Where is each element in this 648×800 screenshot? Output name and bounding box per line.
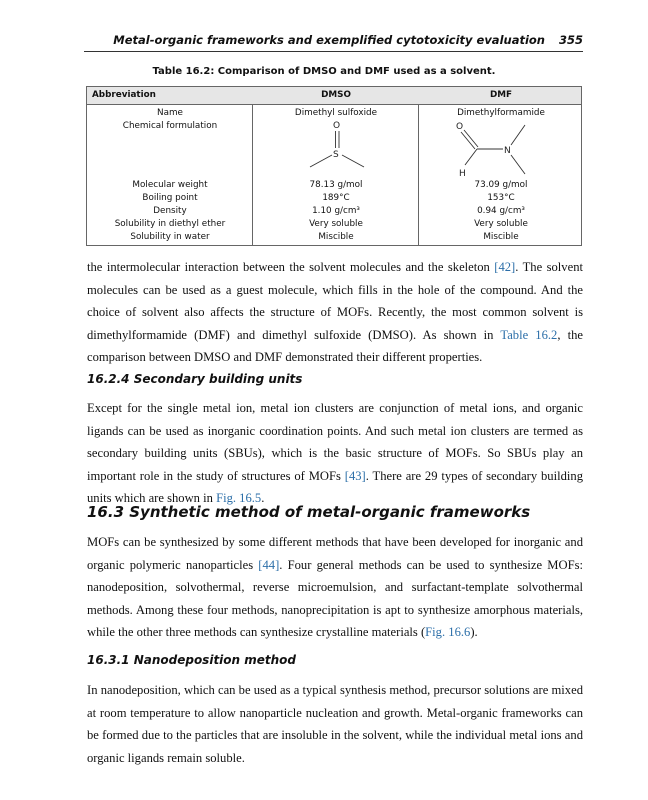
row-label-molecular-weight: Molecular weight bbox=[132, 180, 208, 190]
row-label-solubility-ether: Solubility in diethyl ether bbox=[114, 219, 226, 229]
paragraph-solvent bbox=[87, 256, 583, 369]
header-dmf: DMF bbox=[489, 90, 513, 100]
page-number: 355 bbox=[558, 33, 583, 47]
comparison-table bbox=[86, 86, 582, 246]
dmf-structure-diagram bbox=[455, 119, 545, 177]
dmso-structure-diagram bbox=[293, 119, 383, 175]
section-heading-16-3: 16.3 Synthetic method of metal-organic frameworks bbox=[87, 503, 531, 521]
citation-link-42[interactable]: [42] bbox=[494, 260, 516, 274]
dmso-solubility-water: Miscible bbox=[318, 232, 354, 242]
dmf-boiling-point: 153°C bbox=[487, 193, 515, 203]
section-heading-16-3-1: 16.3.1 Nanodeposition method bbox=[87, 653, 297, 667]
text-run: the intermolecular interaction between the solvent molecules and the skeleton bbox=[87, 260, 495, 274]
text-run: . Four general methods can be used to synthesize MOFs: nanodeposition, solvothermal, reverse microemulsion, and surfactant-template solvothermal methods. Among these four methods, nanoprecipitation is apt to synthesize amorphous materials, while the other three methods can synthesize crystalline materials ( bbox=[87, 557, 583, 640]
dmso-boiling-point: 189°C bbox=[322, 193, 350, 203]
running-head-title: Metal-organic frameworks and exemplified cytotoxicity evaluation bbox=[113, 33, 545, 47]
dmso-column-properties bbox=[253, 179, 419, 244]
dmso-name: Dimethyl sulfoxide bbox=[294, 108, 378, 118]
dmso-oxygen-atom: O bbox=[333, 121, 341, 131]
dmf-hydrogen-atom: H bbox=[459, 169, 466, 177]
dmf-solubility-water: Miscible bbox=[483, 232, 519, 242]
row-label-density: Density bbox=[153, 206, 187, 216]
header-abbreviation: Abbreviation bbox=[92, 90, 156, 100]
row-label-formulation: Chemical formulation bbox=[122, 121, 218, 131]
citation-link-44[interactable]: [44] bbox=[258, 557, 280, 572]
text-run: . bbox=[261, 491, 265, 506]
running-head bbox=[84, 31, 583, 52]
text-run: ). bbox=[470, 625, 478, 640]
label-column-top bbox=[87, 107, 253, 133]
section-heading-16-2-4: 16.2.4 Secondary building units bbox=[87, 372, 303, 386]
paragraph-nanodeposition: In nanodeposition, which can be used as a typical synthesis method, precursor solutions are mixed at room temperature to allow nanoparticle nucleation and growth. Metal-organic frameworks can be formed due to the particles that are insoluble in the solvent, while the individual metal ions and organic ligands remain soluble. bbox=[87, 683, 583, 765]
paragraph-sbu bbox=[87, 397, 583, 510]
figure-16-5-link[interactable]: Fig. 16.5 bbox=[216, 491, 262, 506]
dmf-nitrogen-atom: N bbox=[504, 146, 511, 156]
label-column-properties bbox=[87, 179, 253, 244]
text-run: MOFs can be synthesized by some different methods that have been developed for inorganic and organic polymeric nanoparticles bbox=[87, 535, 583, 572]
dmso-molecular-weight: 78.13 g/mol bbox=[309, 180, 363, 190]
dmso-solubility-ether: Very soluble bbox=[309, 219, 363, 229]
dmf-molecular-weight: 73.09 g/mol bbox=[474, 180, 528, 190]
dmf-column-properties bbox=[419, 179, 583, 244]
text-run: , the comparison between DMSO and DMF demonstrated their different properties. bbox=[87, 327, 584, 365]
dmf-solubility-ether: Very soluble bbox=[474, 219, 528, 229]
text-run: Except for the single metal ion, metal ion clusters are conjunction of metal ions, and organic ligands can be used as inorganic coordination points. And such metal ion clusters are termed as secondary building units (SBUs), which is the basic structure of MOFs. So SBUs play an important role in the study of structures of MOFs bbox=[87, 401, 583, 483]
text-run: . The solvent molecules can be used as a guest molecule, which fills in the hole of the compound. And the choice of solvent also affects the structure of MOFs. Recently, the most common solvent is dimethylformamide (DMF) and dimethyl sulfoxide (DMSO). As shown in bbox=[87, 260, 583, 342]
dmso-sulfur-atom: S bbox=[333, 150, 339, 160]
header-dmso: DMSO bbox=[321, 90, 351, 100]
figure-16-6-link[interactable]: Fig. 16.6 bbox=[425, 625, 471, 640]
row-label-solubility-water: Solubility in water bbox=[130, 232, 210, 242]
citation-link-43[interactable]: [43] bbox=[344, 468, 366, 483]
paragraph-synthesis bbox=[87, 531, 583, 644]
dmf-density: 0.94 g/cm³ bbox=[477, 206, 525, 216]
row-label-boiling-point: Boiling point bbox=[142, 193, 198, 203]
table-caption: Table 16.2: Comparison of DMSO and DMF used as a solvent. bbox=[152, 66, 496, 77]
dmso-density: 1.10 g/cm³ bbox=[312, 206, 360, 216]
table-header-row bbox=[87, 87, 581, 105]
row-label-name: Name bbox=[157, 108, 183, 118]
text-run: . There are 29 types of secondary building units which are shown in bbox=[87, 468, 583, 506]
dmf-oxygen-atom: O bbox=[456, 122, 464, 132]
dmf-name: Dimethylformamide bbox=[457, 108, 545, 118]
table-16-2-link[interactable]: Table 16.2 bbox=[500, 327, 558, 342]
